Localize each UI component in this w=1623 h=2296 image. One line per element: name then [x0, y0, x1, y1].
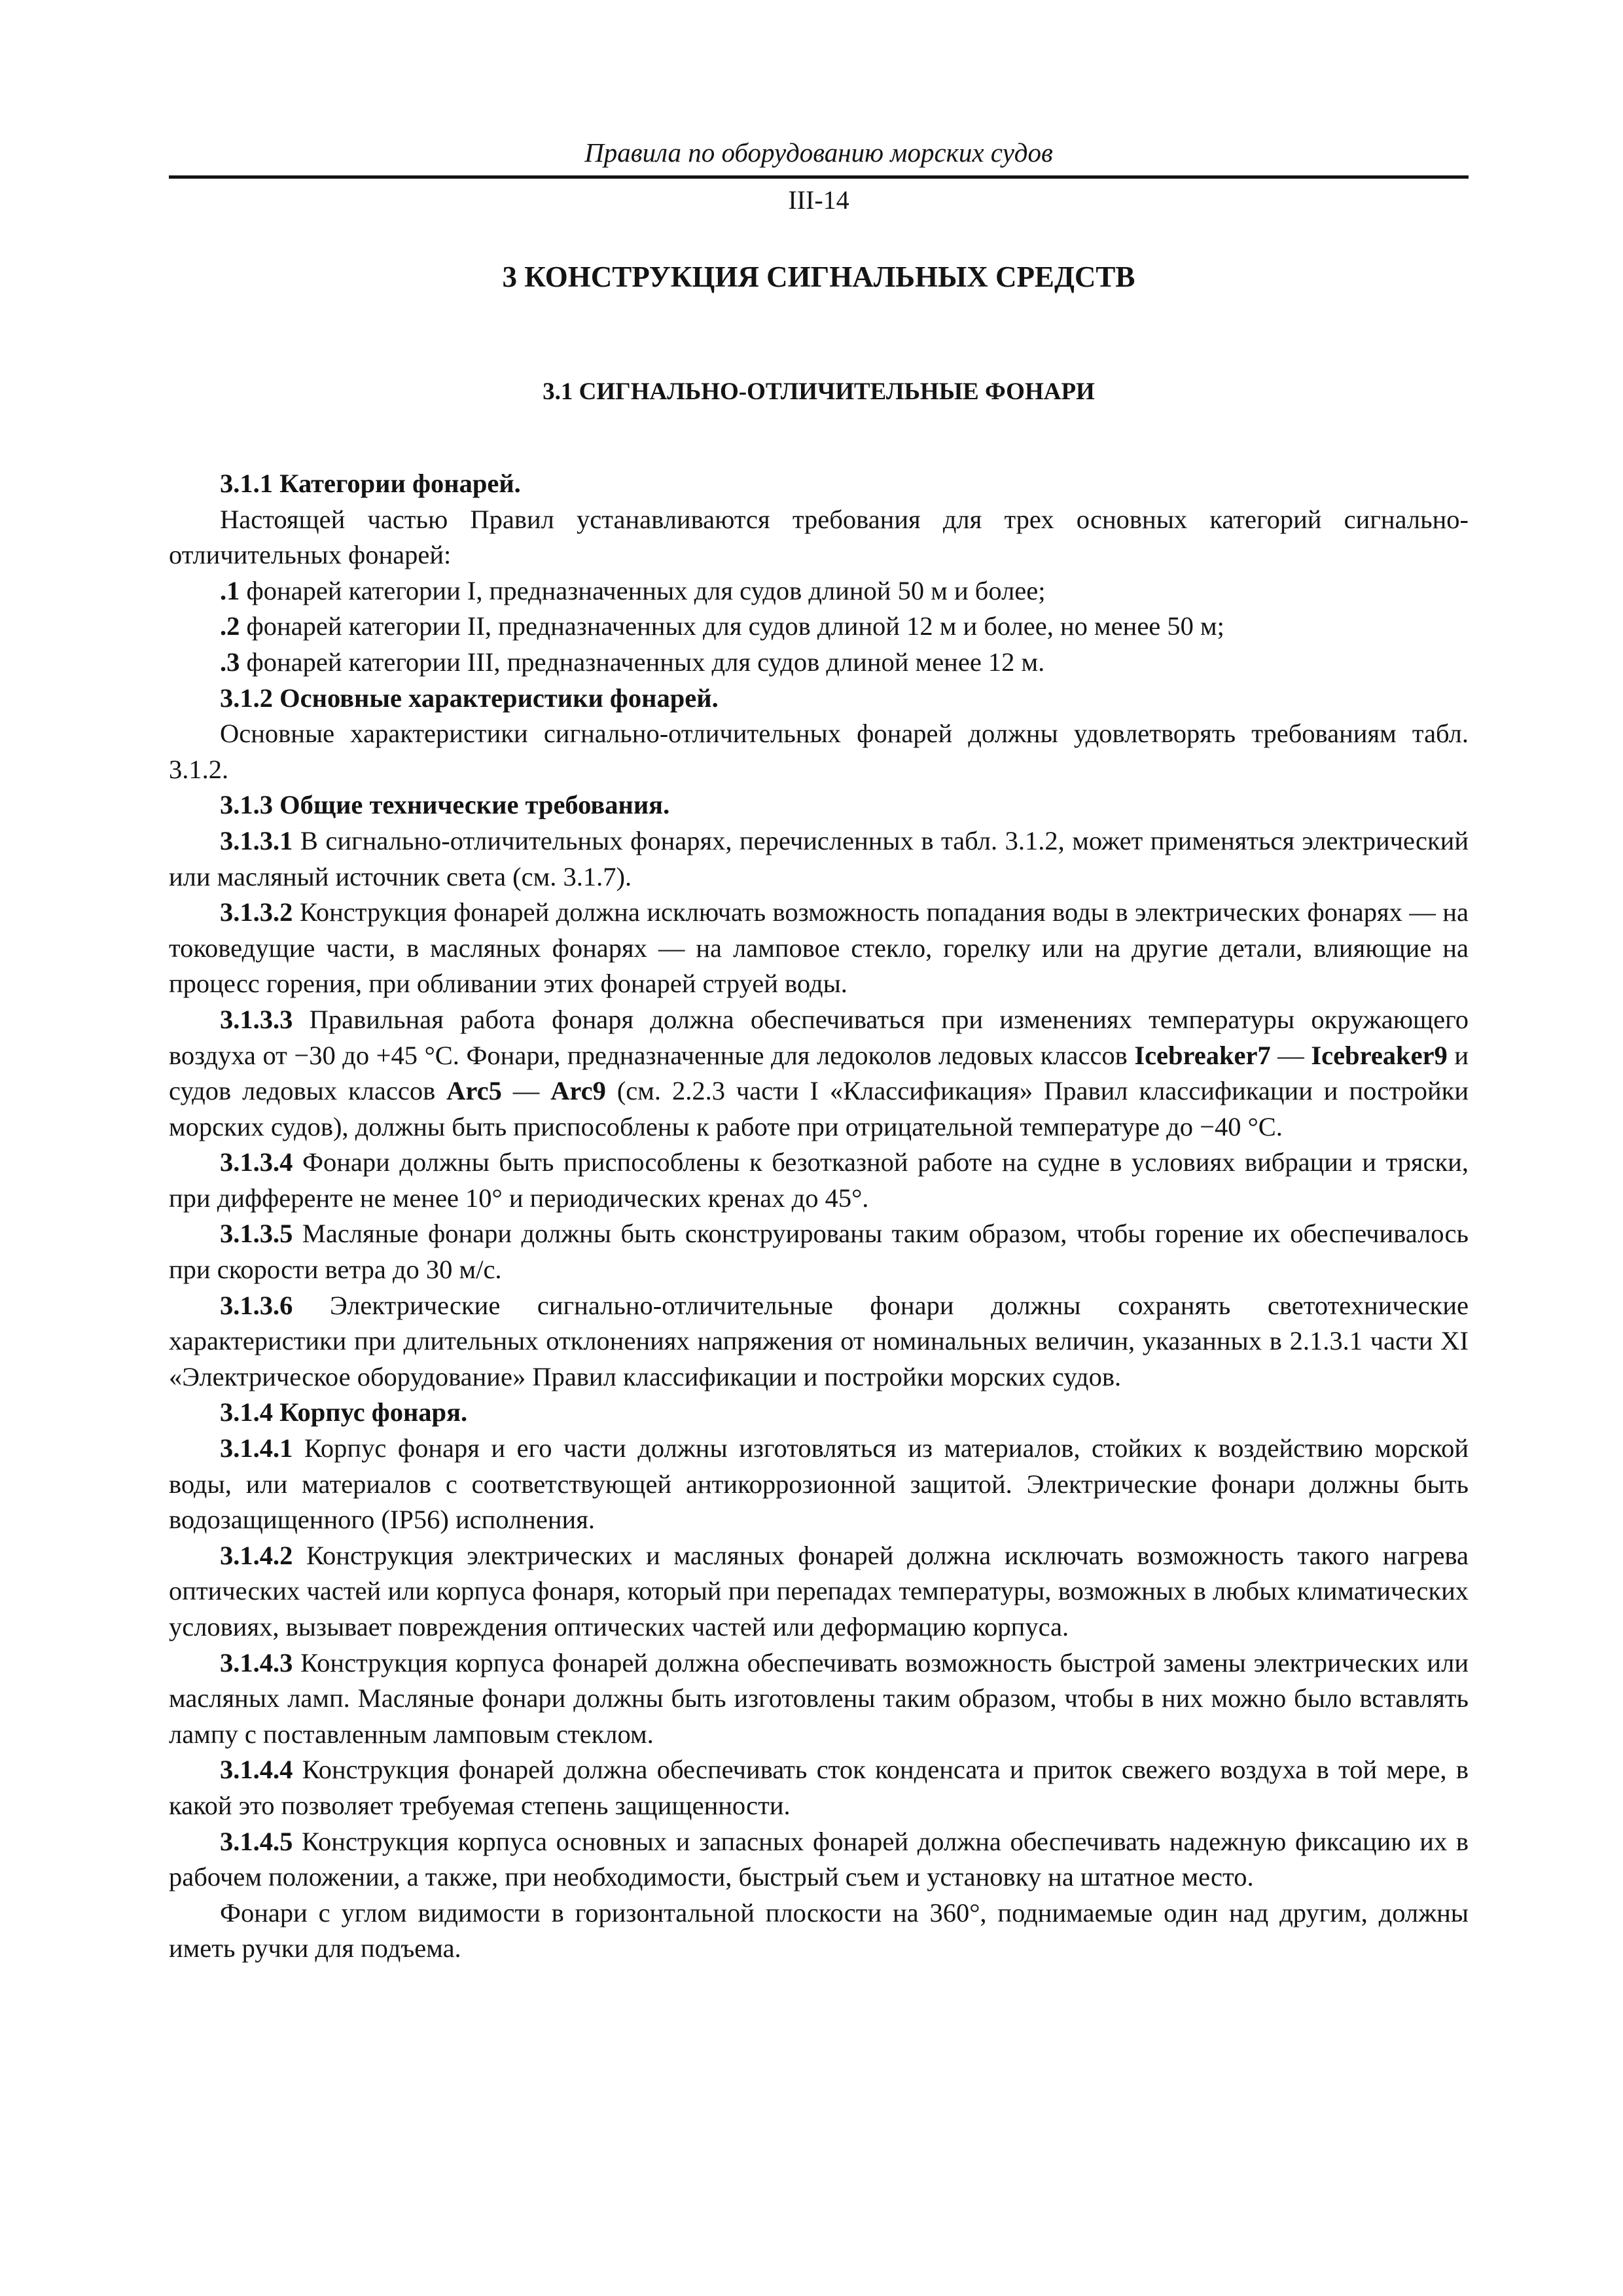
list-item-number: .2 — [220, 611, 240, 641]
list-item-text: фонарей категории II, предназначенных для судов длиной 12 м и более, но менее 50 м; — [240, 611, 1224, 641]
clause-3-1-3-3 — [169, 1002, 1469, 1145]
clause-3-1-4-4 — [169, 1752, 1469, 1823]
clause-text: (см. 2.2.3 части I «Классификация» Правил классификации и постройки морских судов), должны быть приспособлены к работе при отрицательной температуре до −40 °С. — [169, 1076, 1469, 1141]
clause-text: Электрические сигнально-отличительные фонари должны сохранять светотехнические характеристики при длительных отклонениях напряжения от номинальных величин, указанных в 2.1.3.1 части XI «Электрическое оборудование» Правил классификации и постройки морских судов. — [169, 1290, 1469, 1391]
running-head: Правила по оборудованию морских судов — [584, 137, 1053, 168]
page-number: III-14 — [788, 185, 849, 215]
clause-number: 3.1.3.5 — [220, 1219, 293, 1249]
list-item-number: .3 — [220, 647, 240, 677]
paragraph-categories-intro: Настоящей частью Правил устанавливаются требования для трех основных категорий сигнально-отличительных фонарей: — [169, 504, 1469, 570]
clause-text: — — [1270, 1040, 1311, 1070]
clause-text: Конструкция корпуса основных и запасных фонарей должна обеспечивать надежную фиксацию их в рабочем положении, а также, при необходимости, быстрый съем и установку на штатное место. — [169, 1826, 1469, 1892]
clause-text: Конструкция электрических и масляных фонарей должна исключать возможность такого нагрева оптических частей или корпуса фонаря, который при перепадах температуры, возможных в любых климатических условиях, вызывает повреждения оптических частей или деформацию корпуса. — [169, 1540, 1469, 1641]
clause-number: 3.1.4.2 — [220, 1540, 293, 1570]
clause-text: Фонари должны быть приспособлены к безотказной работе на судне в условиях вибрации и тряски, при дифференте не менее 10° и периодических кренах до 45°. — [169, 1147, 1469, 1213]
clause-number: 3.1.3.4 — [220, 1147, 293, 1177]
clause-text: и судов ледовых классов — [169, 1040, 1469, 1106]
clause-text: Конструкция фонарей должна обеспечивать сток конденсата и приток свежего воздуха в той мере, в какой это позволяет требуемая степень защищенности. — [169, 1755, 1469, 1820]
section-title: 3.1 СИГНАЛЬНО-ОТЛИЧИТЕЛЬНЫЕ ФОНАРИ — [543, 378, 1095, 405]
clause-number: 3.1.3.6 — [220, 1290, 293, 1320]
clause-3-1-3-5 — [169, 1216, 1469, 1287]
ice-class-label: Icebreaker7 — [1134, 1040, 1271, 1070]
subsection-heading-3-1-4: 3.1.4 Корпус фонаря. — [220, 1397, 468, 1427]
paragraph-handles: Фонари с углом видимости в горизонтальной плоскости на 360°, поднимаемые один над другим, должны иметь ручки для подъема. — [169, 1897, 1469, 1964]
ice-class-label: Arc9 — [550, 1076, 606, 1106]
clause-3-1-3-2 — [169, 895, 1469, 1002]
clause-number: 3.1.4.5 — [220, 1826, 293, 1856]
ice-class-label: Icebreaker9 — [1311, 1040, 1448, 1070]
list-item — [169, 573, 1469, 609]
clause-3-1-4-1 — [169, 1431, 1469, 1538]
clause-text: Масляные фонари должны быть сконструированы таким образом, чтобы горение их обеспечивалось при скорости ветра до 30 м/с. — [169, 1219, 1469, 1285]
document-body — [169, 466, 1469, 1967]
clause-text: Конструкция фонарей должна исключать возможность попадания воды в электрических фонарях — на токоведущие части, в масляных фонарях — на ламповое стекло, горелку или на другие детали, влияющие на процесс горения, при обливании этих фонарей струей воды. — [169, 897, 1469, 999]
subsection-heading-3-1-3: 3.1.3 Общие технические требования. — [220, 790, 670, 820]
subsection-heading-3-1-2: 3.1.2 Основные характеристики фонарей. — [220, 683, 719, 713]
ice-class-label: Arc5 — [446, 1076, 502, 1106]
clause-number: 3.1.4.1 — [220, 1433, 293, 1463]
list-item-text: фонарей категории I, предназначенных для судов длиной 50 м и более; — [240, 575, 1046, 605]
paragraph-characteristics: Основные характеристики сигнально-отличительных фонарей должны удовлетворять требованиям табл. 3.1.2. — [169, 719, 1469, 784]
clause-text: Корпус фонаря и его части должны изготовляться из материалов, стойких к воздействию морской воды, или материалов с соответствующей антикоррозионной защитой. Электрические фонари должны быть водозащищенного (IP56) исполнения. — [169, 1433, 1469, 1535]
list-item-text: фонарей категории III, предназначенных для судов длиной менее 12 м. — [240, 647, 1045, 677]
clause-3-1-4-2 — [169, 1538, 1469, 1645]
list-item — [169, 645, 1469, 681]
clause-text: Конструкция корпуса фонарей должна обеспечивать возможность быстрой замены электрических или масляных ламп. Масляные фонари должны быть изготовлены таким образом, чтобы в них можно было вставлять лампу с поставленным ламповым стеклом. — [169, 1647, 1469, 1749]
clause-3-1-4-3 — [169, 1645, 1469, 1753]
clause-number: 3.1.3.1 — [220, 825, 293, 855]
list-item-number: .1 — [220, 575, 240, 605]
clause-3-1-3-6 — [169, 1288, 1469, 1395]
clause-number: 3.1.4.3 — [220, 1647, 293, 1677]
clause-text: Правильная работа фонаря должна обеспечиваться при изменениях температуры окружающего воздуха от −30 до +45 °С. Фонари, предназначенные для ледоколов ледовых классов — [169, 1004, 1469, 1070]
clause-text: — — [501, 1076, 551, 1106]
chapter-title: 3 КОНСТРУКЦИЯ СИГНАЛЬНЫХ СРЕДСТВ — [502, 260, 1135, 293]
clause-3-1-3-1 — [169, 823, 1469, 895]
clause-text: В сигнально-отличительных фонарях, перечисленных в табл. 3.1.2, может применяться электрический или масляный источник света (см. 3.1.7). — [169, 825, 1469, 891]
clause-3-1-4-5 — [169, 1824, 1469, 1895]
list-item — [169, 609, 1469, 645]
clause-3-1-3-4 — [169, 1145, 1469, 1216]
clause-number: 3.1.3.2 — [220, 897, 293, 927]
subsection-heading-3-1-1: 3.1.1 Категории фонарей. — [220, 469, 521, 498]
header-rule — [169, 175, 1469, 179]
clause-number: 3.1.3.3 — [220, 1004, 293, 1034]
clause-number: 3.1.4.4 — [220, 1755, 293, 1785]
